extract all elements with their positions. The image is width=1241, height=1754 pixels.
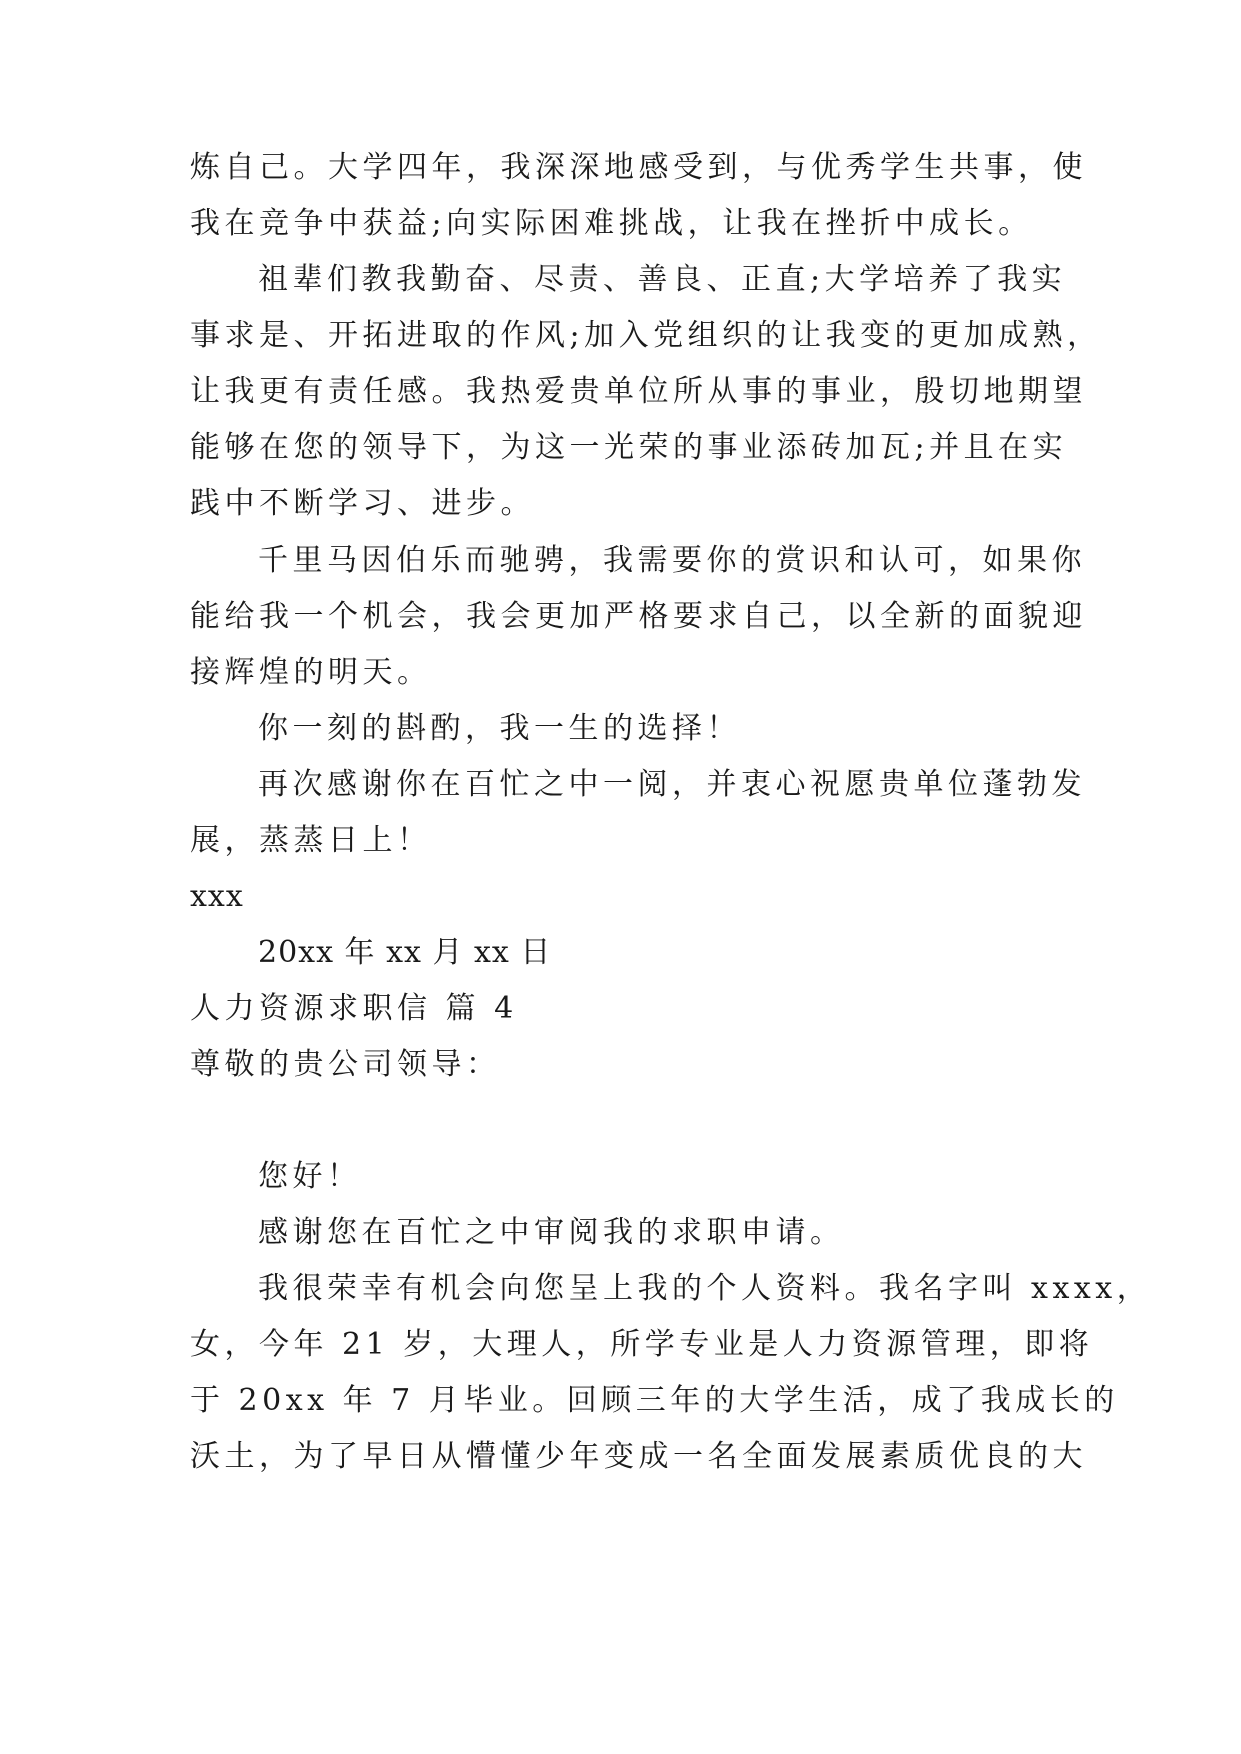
paragraph-line: 炼自己。大学四年，我深深地感受到，与优秀学生共事，使: [190, 150, 1087, 185]
paragraph-line: 我很荣幸有机会向您呈上我的个人资料。我名字叫 xxxx，: [258, 1271, 1152, 1306]
section-heading: 人力资源求职信 篇 4: [190, 991, 518, 1026]
paragraph-line: 展，蒸蒸日上！: [190, 823, 432, 858]
paragraph-line: 女，今年 21 岁，大理人，所学专业是人力资源管理，即将: [190, 1327, 1094, 1362]
paragraph-line: 我在竞争中获益;向实际困难挑战，让我在挫折中成长。: [190, 206, 1033, 241]
paragraph-line: 能给我一个机会，我会更加严格要求自己，以全新的面貌迎: [190, 599, 1087, 634]
paragraph-line: 你一刻的斟酌，我一生的选择！: [258, 711, 741, 746]
salutation: 尊敬的贵公司领导：: [190, 1047, 501, 1082]
paragraph-line: 感谢您在百忙之中审阅我的求职申请。: [258, 1215, 845, 1250]
paragraph-line: 于 20xx 年 7 月毕业。回顾三年的大学生活，成了我成长的: [190, 1383, 1119, 1418]
paragraph-line: 接辉煌的明天。: [190, 655, 432, 690]
paragraph-line: 践中不断学习、进步。: [190, 486, 535, 521]
paragraph-line: 祖辈们教我勤奋、尽责、善良、正直;大学培养了我实: [258, 262, 1067, 297]
paragraph-line: 千里马因伯乐而驰骋，我需要你的赏识和认可，如果你: [258, 543, 1086, 578]
signature-name: xxx: [190, 879, 244, 914]
greeting: 您好！: [258, 1159, 362, 1194]
paragraph-line: 能够在您的领导下，为这一光荣的事业添砖加瓦;并且在实: [190, 430, 1068, 465]
signature-date: 20xx 年 xx 月 xx 日: [258, 935, 552, 970]
paragraph-line: 让我更有责任感。我热爱贵单位所从事的事业，殷切地期望: [190, 374, 1087, 409]
paragraph-line: 沃土，为了早日从懵懂少年变成一名全面发展素质优良的大: [190, 1439, 1087, 1474]
paragraph-line: 再次感谢你在百忙之中一阅，并衷心祝愿贵单位蓬勃发: [258, 767, 1086, 802]
paragraph-line: 事求是、开拓进取的作风;加入党组织的让我变的更加成熟，: [190, 318, 1102, 353]
